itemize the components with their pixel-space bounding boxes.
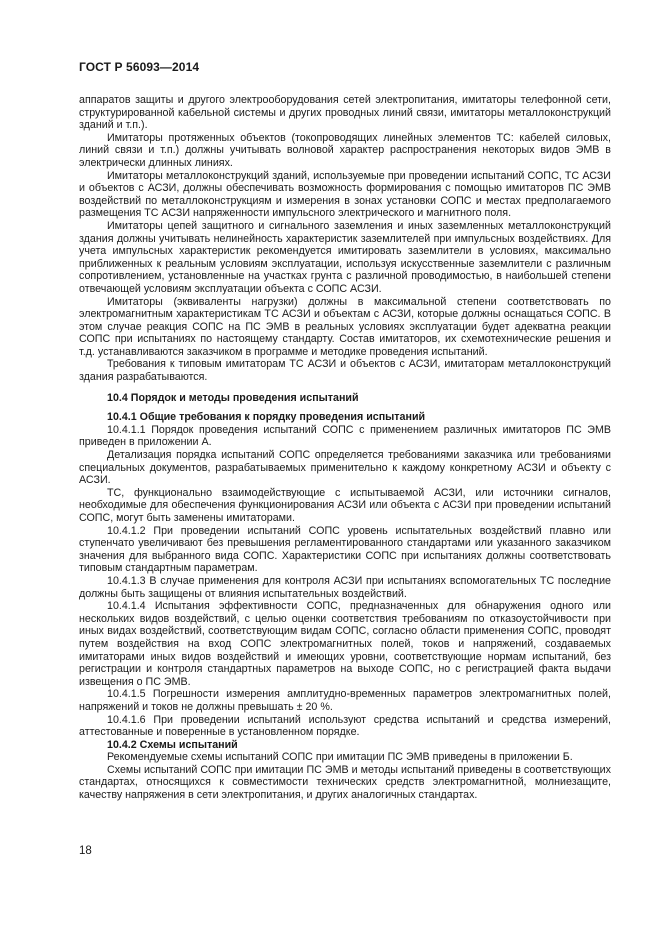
paragraph: Рекомендуемые схемы испытаний СОПС при имитации ПС ЭМВ приведены в приложении Б. <box>107 751 573 764</box>
document-header: ГОСТ Р 56093—2014 <box>79 60 200 74</box>
clause: 10.4.1.3 В случае применения для контроля АСЗИ при испытаниях вспомогательных ТС последние должны быть защищены от влияния испытательных воздействий. <box>79 574 611 600</box>
paragraph-continuation: аппаратов защиты и другого электрооборудования сетей электропитания, имитаторы телефонной сети, структурированной кабельной системы и других проводных линий связи, имитаторы металлоконструкций зданий и т.п.). <box>79 94 611 132</box>
clause: 10.4.1.1 Порядок проведения испытаний СОПС с применением различных имитаторов ПС ЭМВ приведен в приложении А. <box>79 423 611 449</box>
section-heading: 10.4 Порядок и методы проведения испытаний <box>107 391 359 404</box>
paragraph: Имитаторы цепей защитного и сигнального заземления и иных заземленных металлоконструкций здания должны учитывать нелинейность характеристик заземлителей при импульсных воздействиях. Для учета импульсных характеристик рекомендуется имитировать заземлители в условиях, максимально приближенных к реальным условиям эксплуатации, используя искусственные заземлители с различным сопротивлением, установленные на участках грунта с различной проводимостью, в наибольшей степени отвечающей условиям эксплуатации объекта с СОПС АСЗИ. <box>79 219 611 295</box>
subsection-heading: 10.4.1 Общие требования к порядку проведения испытаний <box>107 411 426 424</box>
clause: 10.4.1.4 Испытания эффективности СОПС, предназначенных для обнаружения одного или нескольких видов воздействий, с целью оценки соответствия требованиям по отказоустойчивости при иных видах воздействий, соответствующим видам СОПС, согласно области применения СОПС, проводят путем воздействия на вход СОПС электромагнитных полей, токов и напряжений, создаваемых имитаторами иных видов воздействий и имеющих уровни, соответствующие нормам испытаний, без регистрации и контроля стандартных параметров на выходе СОПС, но с регистрацией факта выдачи извещения о ПС ЭМВ. <box>79 600 611 688</box>
paragraph: Имитаторы (эквиваленты нагрузки) должны в максимальной степени соответствовать по электромагнитным характеристикам ТС АСЗИ и объектам с АСЗИ, которые должны оснащаться СОПС. В этом случае реакция СОПС на ПС ЭМВ в реальных условиях эксплуатации будет адекватна реакции СОПС при испытаниях по настоящему стандарту. Состав имитаторов, их схемотехнические решения и т.д. устанавливаются заказчиком в программе и методике проведения испытаний. <box>79 295 611 358</box>
paragraph: Имитаторы протяженных объектов (токопроводящих линейных элементов ТС: кабелей силовых, линий связи и т.п.) должны учитывать волновой характер распространения некоторых видов ЭМВ в электрически длинных линиях. <box>79 131 611 169</box>
paragraph: Требования к типовым имитаторам ТС АСЗИ и объектов с АСЗИ, имитаторам металлоконструкций здания разрабатываются. <box>79 358 611 384</box>
paragraph: Имитаторы металлоконструкций зданий, используемые при проведении испытаний СОПС, ТС АСЗИ и объектов с АСЗИ, должны обеспечивать возможность формирования с помощью имитаторов ПС ЭМВ воздействий по металлоконструкциям и измерения в зонах установки СОПС и местах предполагаемого размещения ТС АСЗИ напряженности импульсного электрического и магнитного поля. <box>79 169 611 220</box>
document-body <box>79 94 611 802</box>
clause: 10.4.1.6 При проведении испытаний используют средства испытаний и средства измерений, аттестованные и поверенные в установленном порядке. <box>79 713 611 739</box>
paragraph: ТС, функционально взаимодействующие с испытываемой АСЗИ, или источники сигналов, необходимые для обеспечения функционирования АСЗИ или объекта с АСЗИ при проведении испытаний СОПС, могут быть заменены имитаторами. <box>79 486 611 524</box>
paragraph: Схемы испытаний СОПС при имитации ПС ЭМВ и методы испытаний приведены в соответствующих стандартах, относящихся к совместимости технических средств электромагнитной, молниезащите, качеству напряжения в сети электропитания, и других аналогичных стандартах. <box>79 763 611 802</box>
paragraph: Детализация порядка испытаний СОПС определяется требованиями заказчика или требованиями специальных документов, разрабатываемых применительно к каждому конкретному АСЗИ и объекту с АСЗИ. <box>79 449 611 487</box>
clause: 10.4.1.5 Погрешности измерения амплитудно-временных параметров электромагнитных полей, напряжений и токов не должны превышать ± 20 %. <box>79 688 611 713</box>
page-number: 18 <box>79 845 92 857</box>
subsection-heading: 10.4.2 Схемы испытаний <box>107 738 238 751</box>
clause: 10.4.1.2 При проведении испытаний СОПС уровень испытательных воздействий плавно или ступенчато увеличивают без превышения регламентированного стандартами или указанного заказчиком значения для выбранного вида СОПС. Характеристики СОПС при испытаниях должны соответствовать типовым стандартным параметрам. <box>79 524 611 575</box>
